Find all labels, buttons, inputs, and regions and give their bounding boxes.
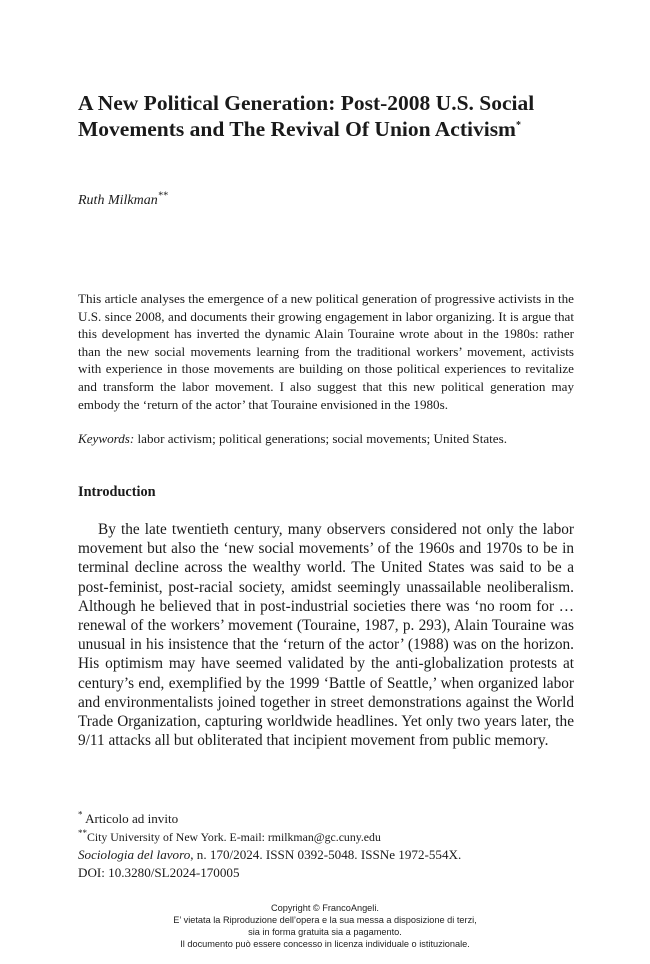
copyright-line-1: Copyright © FrancoAngeli. [271, 903, 379, 913]
footnote-2 [78, 828, 574, 846]
body-paragraph: By the late twentieth century, many observers considered not only the labor movement but also the ‘new social movements’ of the 1960s and 1970s to be in terminal decline across the wealthy world. The United States was said to be a post-feminist, post-racial society, amidst seemingly unassailable neoliberalism. Although he believed that in post-industrial societies there was ‘no room for … renewal of the workers’ movement (Touraine, 1987, p. 293), Alain Touraine was unusual in his insistence that the ‘return of the actor’ (1988) was on the horizon. His optimism may have seemed validated by the anti-globalization protests at century’s end, exemplified by the 1999 ‘Battle of Seattle,’ when organized labor and environmentalists joined together in street demonstrations against the World Trade Organization, capturing worldwide headlines. Yet only two years later, the 9/11 attacks all but obliterated that incipient movement from public memory. [78, 521, 574, 750]
copyright-line-2: E’ vietata la Riproduzione dell’opera e la sua messa a disposizione di terzi, [173, 915, 477, 925]
footnotes [78, 810, 574, 882]
copyright-notice [0, 902, 650, 950]
doi-line[interactable]: DOI: 10.3280/SL2024-170005 [78, 865, 240, 880]
journal-name: Sociologia del lavoro [78, 847, 191, 862]
section-heading: Introduction [78, 484, 156, 500]
author-name: Ruth Milkman [78, 193, 158, 208]
footnote-1-text: Articolo ad invito [85, 811, 179, 826]
journal-citation [78, 846, 574, 864]
article-title [78, 90, 578, 142]
keywords-line [78, 430, 574, 448]
footnote-1-mark: * [78, 809, 83, 820]
abstract-text: This article analyses the emergence of a new political generation of progressive activists in the U.S. since 2008, and documents their growing engagement in labor organizing. It is argue that this development has inverted the dynamic Alain Touraine wrote about in the 1980s: rather than the new social movements learning from the traditional workers’ movement, activists with experience in those movements are building on those political experiences to revitalize and transform the labor movement. I also suggest that this new political generation may embody the ‘return of the actor’ that Touraine envisioned in the 1980s. [78, 291, 574, 412]
article-title-text: A New Political Generation: Post-2008 U.S. Social Movements and The Revival Of Union Activism [78, 91, 535, 141]
title-footnote-mark[interactable]: * [515, 119, 521, 131]
footnote-2-text[interactable]: City University of New York. E-mail: rmilkman@gc.cuny.edu [87, 830, 381, 844]
author-footnote-mark[interactable]: ** [157, 190, 168, 202]
keywords-list: labor activism; political generations; social movements; United States. [137, 431, 507, 446]
author-line [78, 190, 168, 209]
journal-issue: , n. 170/2024. ISSN 0392-5048. ISSNe 1972-554X. [190, 847, 462, 862]
footnote-1 [78, 810, 574, 828]
copyright-line-3: sia in forma gratuita sia a pagamento. [248, 927, 402, 937]
footnote-2-mark: ** [78, 828, 87, 839]
copyright-line-4: Il documento può essere concesso in licenza individuale o istituzionale. [180, 939, 470, 949]
keywords-label: Keywords: [78, 431, 135, 446]
